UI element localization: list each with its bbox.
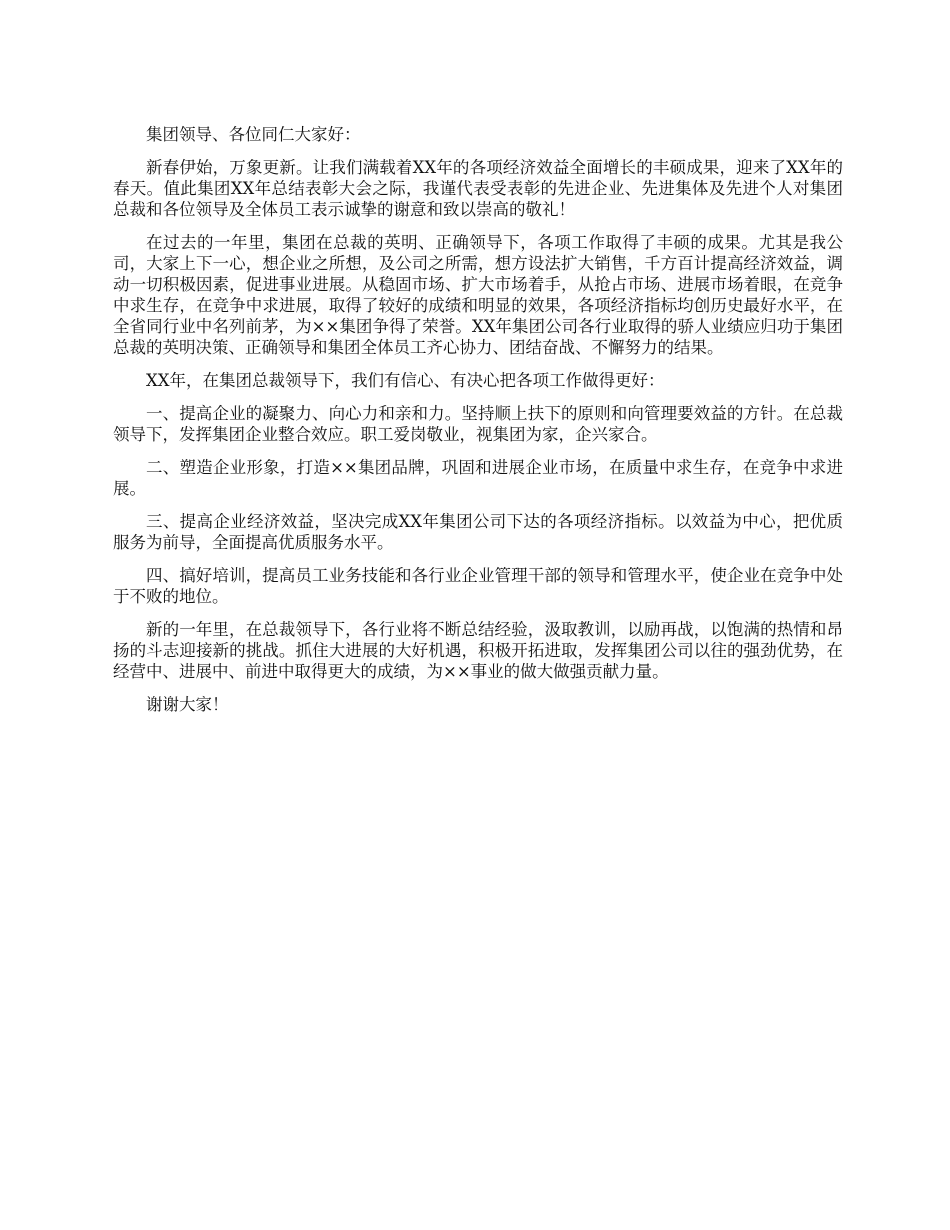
paragraph-outlook: XX年，在集团总裁领导下，我们有信心、有决心把各项工作做得更好： xyxy=(146,371,665,390)
thanks-line: 谢谢大家！ xyxy=(146,695,229,714)
goal-item-1: 一、提高企业的凝聚力、向心力和亲和力。坚持顺上扶下的原则和向管理要效益的方针。在总裁领导下，发挥集团企业整合效应。职工爱岗敬业，视集团为家，企兴家合。 xyxy=(113,404,843,444)
paragraph-closing: 新的一年里，在总裁领导下，各行业将不断总结经验，汲取教训，以励再战，以饱满的热情和昂扬的斗志迎接新的挑战。抓住大进展的大好机遇，积极开拓进取，发挥集团公司以往的强劲优势，在经营中、进展中、前进中取得更大的成绩，为××事业的做大做强贡献力量。 xyxy=(113,620,843,681)
goal-item-3: 三、提高企业经济效益，坚决完成XX年集团公司下达的各项经济指标。以效益为中心，把优质服务为前导，全面提高优质服务水平。 xyxy=(113,512,843,552)
document-body xyxy=(113,124,843,727)
goal-item-2: 二、塑造企业形象，打造××集团品牌，巩固和进展企业市场，在质量中求生存，在竞争中求进展。 xyxy=(113,458,843,498)
paragraph-review: 在过去的一年里，集团在总裁的英明、正确领导下，各项工作取得了丰硕的成果。尤其是我公司，大家上下一心，想企业之所想，及公司之所需，想方设法扩大销售，千方百计提高经济效益，调动一切积极因素，促进事业进展。从稳固市场、扩大市场着手，从抢占市场、进展市场着眼，在竞争中求生存，在竞争中求进展，取得了较好的成绩和明显的效果，各项经济指标均创历史最好水平，在全省同行业中名列前茅，为××集团争得了荣誉。XX年集团公司各行业取得的骄人业绩应归功于集团总裁的英明决策、正确领导和集团全体员工齐心协力、团结奋战、不懈努力的结果。 xyxy=(113,233,843,357)
salutation: 集团领导、各位同仁大家好： xyxy=(146,125,361,144)
paragraph-opening: 新春伊始，万象更新。让我们满载着XX年的各项经济效益全面增长的丰硕成果，迎来了XX年的春天。值此集团XX年总结表彰大会之际，我谨代表受表彰的先进企业、先进集体及先进个人对集团总裁和各位领导及全体员工表示诚挚的谢意和致以崇高的敬礼！ xyxy=(113,158,843,219)
goal-item-4: 四、搞好培训，提高员工业务技能和各行业企业管理干部的领导和管理水平，使企业在竞争中处于不败的地位。 xyxy=(113,566,843,606)
